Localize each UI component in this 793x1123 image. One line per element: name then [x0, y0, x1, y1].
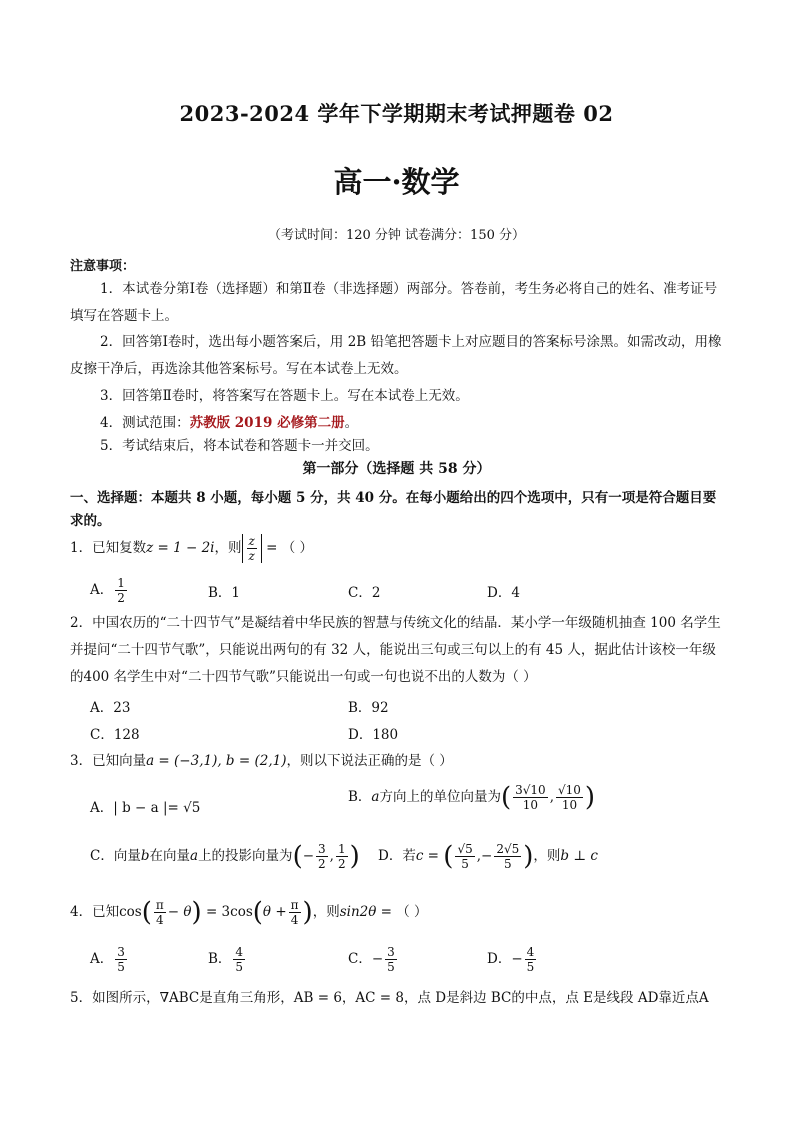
note-1: 1．本试卷分第Ⅰ卷（选择题）和第Ⅱ卷（非选择题）两部分。答卷前，考生务必将自己的姓名、准考证号填写在答题卡上。	[70, 281, 718, 324]
section1-heading: 一、选择题：本题共 8 小题，每小题 5 分，共 40 分。在每小题给出的四个选项中，只有一项是符合题目要求的。	[70, 490, 717, 529]
q4-option-d[interactable]: D．− $\frac{4}{5}$	[487, 945, 535, 974]
note-2: 2．回答第Ⅰ卷时，选出每小题答案后，用 2B 铅笔把答题卡上对应题目的答案标号涂黑。如需改动，用橡皮擦干净后，再选涂其他答案标号。写在本试卷上无效。	[70, 334, 722, 377]
q3-option-d[interactable]: D．若c = ( $\frac{√5}{5}$ ,− $\frac{2√5}{5}$ )，则b ⊥ c	[378, 841, 598, 872]
q1-mid: ，则	[214, 540, 242, 556]
q1-suffix: = （ ）	[261, 540, 314, 556]
q1-abs-fraction: $\frac{z}{z}$	[242, 534, 262, 563]
question-1	[70, 534, 725, 563]
question-2: 2．中国农历的“二十四节气”是凝结着中华民族的智慧与传统文化的结晶．某小学一年级随机抽查 100 名学生并提问“二十四节气歌”，只能说出两句的有 32 人，能说出三句或三句以上的有 45 人，据此估计该校一年级的400 名学生中对“二十四节气歌”只能说出一句或一句也说不出的人数为（ ）	[70, 615, 721, 685]
q4-option-c[interactable]: C．− $\frac{3}{5}$	[348, 945, 395, 974]
question-5: 5．如图所示，∇ABC是直角三角形，AB = 6，AC = 8，点 D是斜边 BC的中点，点 E是线段 AD靠近点A	[70, 990, 709, 1006]
q3-prefix: 3．已知向量	[70, 753, 147, 769]
q3-expr: a = (−3,1), b = (2,1)	[146, 753, 287, 769]
q1-prefix: 1．已知复数	[70, 540, 147, 556]
note-3: 3．回答第Ⅱ卷时，将答案写在答题卡上。写在本试卷上无效。	[100, 388, 469, 404]
q1-option-d[interactable]: D．4	[487, 585, 520, 601]
question-4: 4．已知cos( $\frac{\pi}{4}$ − θ) = 3cos(θ + $\frac{\pi}{4}$ )，则sin2θ = （ ）	[70, 897, 428, 928]
q1-option-a[interactable]: A． $\frac{1}{2}$	[90, 576, 125, 605]
q2-option-a[interactable]: A．23	[90, 700, 131, 716]
q1-expr: z = 1 − 2i	[146, 540, 215, 556]
q3-option-b[interactable]: B．a方向上的单位向量为( $\frac{3√10}{10}$ , $\frac{√10}{10}$ )	[348, 782, 596, 813]
q4-option-b[interactable]: B． $\frac{4}{5}$	[208, 945, 244, 974]
q3-option-a[interactable]: A．| b − a |= √5	[90, 800, 201, 816]
q3-suffix: ，则以下说法正确的是（ ）	[286, 753, 453, 769]
note-4-scope: 苏教版 2019 必修第二册	[189, 415, 345, 431]
q2-option-c[interactable]: C．128	[90, 727, 140, 743]
note-4-suffix: 。	[344, 415, 359, 431]
question-3	[70, 748, 725, 775]
q4-option-a[interactable]: A． $\frac{3}{5}$	[90, 945, 125, 974]
note-5: 5．考试结束后，将本试卷和答题卡一并交回。	[100, 438, 379, 454]
exam-title: 2023-2024 学年下学期期末考试押题卷 02	[179, 101, 614, 126]
q2-option-d[interactable]: D．180	[348, 727, 399, 743]
exam-subtitle: 高一·数学	[333, 165, 460, 199]
q1-option-b[interactable]: B．1	[208, 585, 241, 601]
q1-option-c[interactable]: C．2	[348, 585, 381, 601]
part1-heading: 第一部分（选择题 共 58 分）	[302, 461, 491, 477]
exam-info: （考试时间：120 分钟 试卷满分：150 分）	[267, 228, 526, 243]
q2-option-b[interactable]: B．92	[348, 700, 389, 716]
note-4-prefix: 4．测试范围：	[100, 415, 190, 431]
notes-heading: 注意事项：	[70, 259, 136, 274]
q3-option-c[interactable]: C．向量b在向量a上的投影向量为(− $\frac{3}{2}$ , $\frac{1}{2}$ )	[90, 841, 360, 872]
